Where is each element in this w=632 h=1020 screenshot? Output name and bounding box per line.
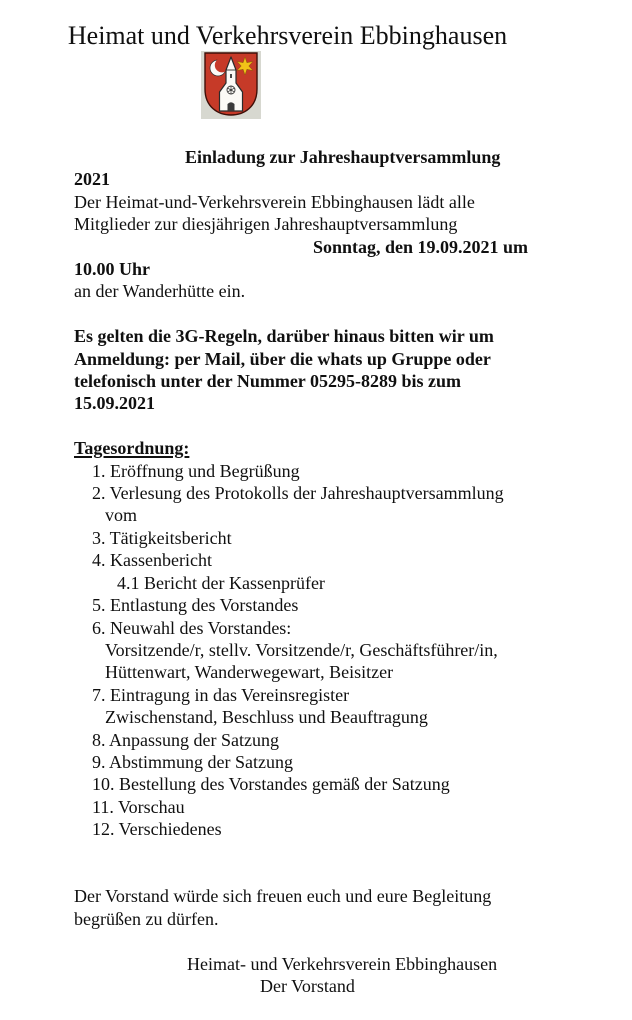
agenda-item-7-cont: Zwischenstand, Beschluss und Beauftragung <box>105 707 428 728</box>
rules-line-1: Es gelten die 3G-Regeln, darüber hinaus bitten wir um <box>74 326 494 347</box>
agenda-item-4: 4. Kassenbericht <box>92 550 212 571</box>
closing-line-1: Der Vorstand würde sich freuen euch und eure Begleitung <box>74 886 492 907</box>
blank-line <box>74 863 632 885</box>
rules-line-4: 15.09.2021 <box>74 393 155 414</box>
agenda-item-6: 6. Neuwahl des Vorstandes: <box>92 617 292 638</box>
blank-line <box>74 415 632 437</box>
blank-line <box>74 930 632 952</box>
rules-line-3: telefonisch unter der Nummer 05295-8289 bis zum <box>74 371 461 392</box>
agenda-item-2-cont: vom <box>105 505 138 526</box>
signature-line-1: Heimat- und Verkehrsverein Ebbinghausen <box>187 953 498 974</box>
agenda-item-11: 11. Vorschau <box>92 796 185 817</box>
agenda-item-4-1: 4.1 Bericht der Kassenprüfer <box>117 572 325 593</box>
agenda-item-10: 10. Bestellung des Vorstandes gemäß der Satzung <box>92 774 450 795</box>
agenda-item-6-cont-1: Vorsitzende/r, stellv. Vorsitzende/r, Geschäftsführer/in, <box>105 639 498 660</box>
time-line: 10.00 Uhr <box>74 259 150 280</box>
closing-line-2: begrüßen zu dürfen. <box>74 908 219 929</box>
agenda-item-3: 3. Tätigkeitsbericht <box>92 527 232 548</box>
agenda-item-7: 7. Eintragung in das Vereinsregister <box>92 684 350 705</box>
agenda-item-2: 2. Verlesung des Protokolls der Jahreshauptversammlung <box>92 483 504 504</box>
location-line: an der Wanderhütte ein. <box>74 281 246 302</box>
agenda-item-8: 8. Anpassung der Satzung <box>92 729 279 750</box>
blank-line <box>74 841 632 863</box>
agenda-item-9: 9. Abstimmung der Satzung <box>92 751 293 772</box>
rules-line-2: Anmeldung: per Mail, über die whats up Gruppe oder <box>74 348 491 369</box>
intro-line-1: Der Heimat-und-Verkehrsverein Ebbinghausen lädt alle <box>74 191 475 212</box>
agenda-item-6-cont-2: Hüttenwart, Wanderwegewart, Beisitzer <box>105 662 394 683</box>
signature-line-2: Der Vorstand <box>260 975 355 996</box>
agenda-item-12: 12. Verschiedenes <box>92 819 222 840</box>
date-line: Sonntag, den 19.09.2021 um <box>313 236 529 257</box>
blank-line <box>74 303 632 325</box>
invitation-heading-line-1: Einladung zur Jahreshauptversammlung <box>185 147 501 167</box>
agenda-heading: Tagesordnung: <box>74 438 190 459</box>
document-title: Heimat und Verkehrsverein Ebbinghausen <box>67 21 508 50</box>
intro-line-2: Mitglieder zur diesjährigen Jahreshauptversammlung <box>74 214 458 235</box>
agenda-item-5: 5. Entlastung des Vorstandes <box>92 595 299 616</box>
agenda-item-1: 1. Eröffnung und Begrüßung <box>92 460 300 481</box>
invitation-heading-line-2: 2021 <box>74 169 110 190</box>
